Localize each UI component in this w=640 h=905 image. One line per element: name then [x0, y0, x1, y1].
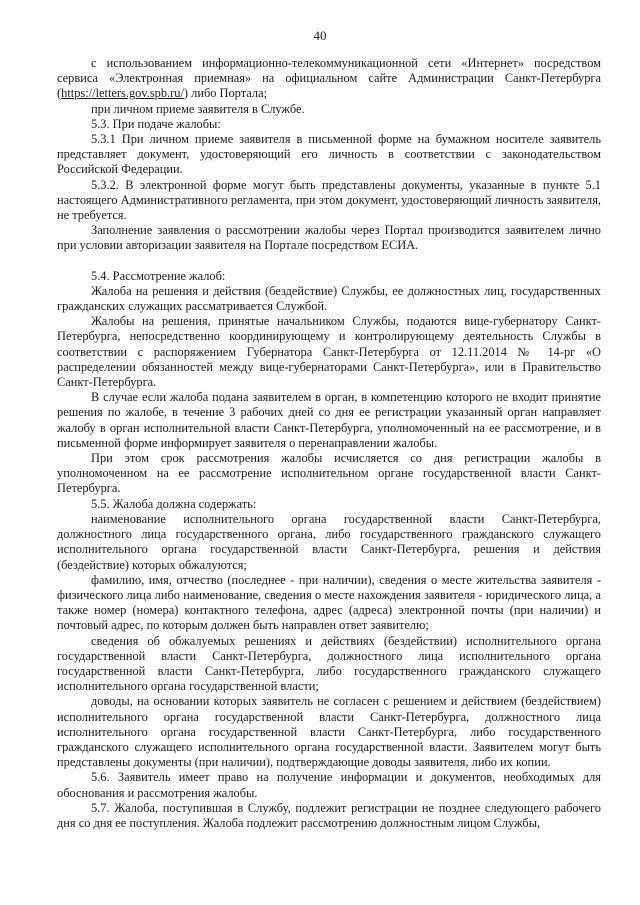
- paragraph: фамилию, имя, отчество (последнее - при наличии), сведения о месте жительства заявителя - физического лица либо наименование, сведения о месте нахождения заявителя - юридического лица, а также номер (номера) контактного телефона, адрес (адреса) электронной почты (при наличии) и почтовый адрес, по которым должен быть направлен ответ заявителю;: [57, 572, 601, 633]
- page-number: 40: [313, 28, 327, 43]
- paragraph: при личном приеме заявителя в Службе.: [91, 101, 305, 116]
- paragraph: 5.3.2. В электронной форме могут быть представлены документы, указанные в пункте 5.1 настоящего Административного регламента, при этом документ, удостоверяющий личность заявителя, не требуется.: [57, 177, 601, 223]
- paragraph: наименование исполнительного органа государственной власти Санкт-Петербурга, должностного лица государственного органа, либо государственного гражданского служащего исполнительного органа государственной власти Санкт-Петербурга, решения и действия (бездействие) которых обжалуются;: [57, 511, 601, 572]
- paragraph: 5.3.1 При личном приеме заявителя в письменной форме на бумажном носителе заявитель представляет документ, удостоверяющий его личность в соответствии с законодательством Российской Федерации.: [57, 132, 601, 177]
- paragraph: сведения об обжалуемых решениях и действиях (бездействии) исполнительного органа государственной власти Санкт-Петербурга, должностного лица исполнительного органа государственной власти Санкт-Петербурга, либо государственного гражданского служащего исполнительного органа государственной власти;: [57, 633, 601, 694]
- paragraph: 5.6. Заявитель имеет право на получение информации и документов, необходимых для обоснования и рассмотрения жалобы.: [57, 770, 601, 800]
- paragraph: Жалоба на решения и действия (бездействие) Службы, ее должностных лиц, государственных гражданских служащих рассматривается Службой.: [57, 283, 601, 314]
- section-heading: 5.5. Жалоба должна содержать:: [91, 496, 257, 511]
- paragraph: Заполнение заявления о рассмотрении жалобы через Портал производится заявителем лично при условии авторизации заявителя на Портале посредством ЕСИА.: [57, 223, 601, 253]
- paragraph: В случае если жалоба подана заявителем в орган, в компетенцию которого не входит принятие решения по жалобе, в течение 3 рабочих дней со дня ее регистрации указанный орган направляет жалобу в орган исполнительной власти Санкт-Петербурга, уполномоченный на ее рассмотрение, и в письменной форме информирует заявителя о перенаправлении жалобы.: [57, 390, 601, 450]
- paragraph: 5.7. Жалоба, поступившая в Службу, подлежит регистрации не позднее следующего рабочего дня со дня ее поступления. Жалоба подлежит рассмотрению должностным лицом Службы,: [57, 800, 601, 830]
- paragraph-channels: [57, 56, 601, 102]
- section-heading: 5.3. При подаче жалобы:: [91, 116, 221, 131]
- section-heading: 5.4. Рассмотрение жалоб:: [91, 268, 226, 283]
- portal-link[interactable]: https://letters.gov.spb.ru/: [61, 86, 184, 101]
- paragraph: При этом срок рассмотрения жалобы исчисляется со дня регистрации жалобы в уполномоченном на ее рассмотрение исполнительном органе государственной власти Санкт-Петербурга.: [57, 451, 601, 496]
- paragraph-text-after: ) либо Портала;: [183, 86, 268, 101]
- document-body: [57, 56, 601, 831]
- paragraph: Жалобы на решения, принятые начальником Службы, подаются вице-губернатору Санкт-Петербурга, непосредственно координирующему и контролирующему деятельность Службы в соответствии с распоряжением Губернатора Санкт-Петербурга от 12.11.2014 № 14-рг «О распределении обязанностей между вице-губернаторами Санкт-Петербурга», или в Правительство Санкт-Петербурга.: [57, 314, 601, 390]
- paragraph-gap: [57, 254, 601, 269]
- paragraph: доводы, на основании которых заявитель не согласен с решением и действием (бездействием) исполнительного органа государственной власти Санкт-Петербурга, должностного лица исполнительного органа государственной власти Санкт-Петербурга, либо государственного гражданского служащего исполнительного органа государственной власти. Заявителем могут быть представлены документы (при наличии), подтверждающие доводы заявителя, либо их копии.: [57, 694, 601, 770]
- paragraph-text: с использованием информационно-телекоммуникационной сети «Интернет» посредством сервиса «Электронная приемная» на официальном сайте Администрации Санкт-Петербурга (: [57, 56, 601, 101]
